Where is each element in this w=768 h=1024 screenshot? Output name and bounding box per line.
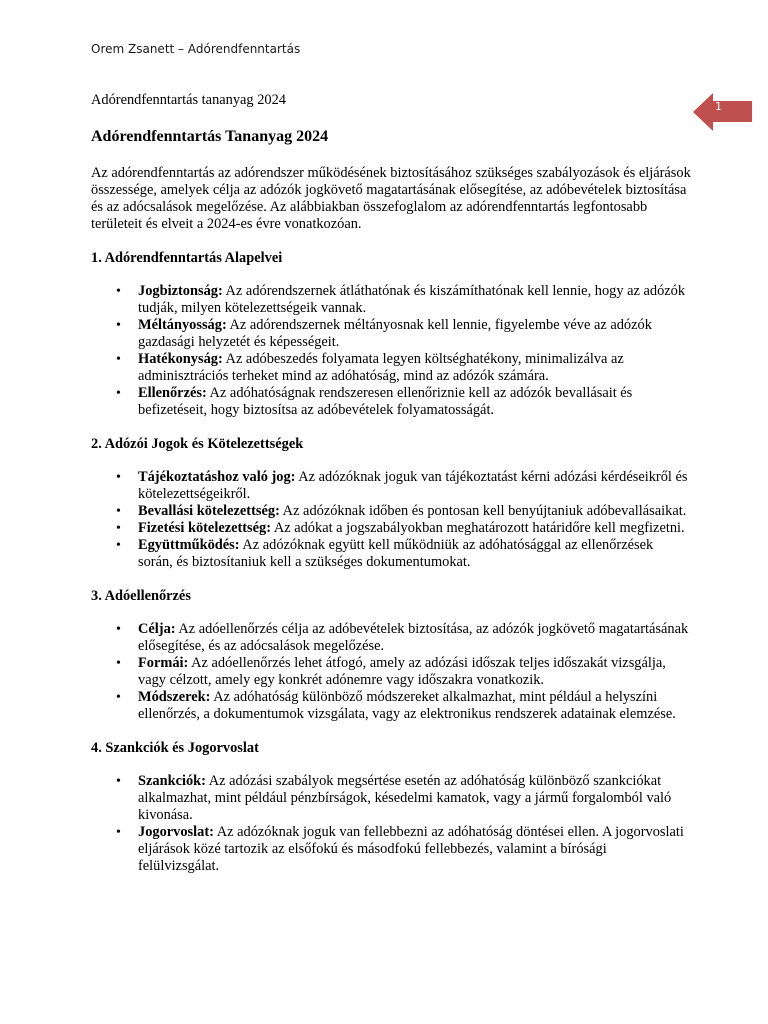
list-item: [138, 655, 691, 689]
page-header: Orem Zsanett – Adórendfenntartás: [91, 42, 301, 56]
item-term: Jogorvoslat:: [138, 824, 214, 840]
item-term: Jogbiztonság:: [138, 283, 223, 299]
item-term: Hatékonyság:: [138, 351, 223, 367]
list-item: [138, 317, 691, 351]
bullet-list: [91, 621, 691, 723]
item-text: Az adózóknak együtt kell működniük az adóhatósággal az ellenőrzések során, és biztosítaniuk kell a szükséges dokumentumokat.: [138, 537, 654, 570]
document-body: [91, 92, 691, 875]
item-text: Az adózási szabályok megsértése esetén az adóhatóság különböző szankciókat alkalmazhat, mint például pénzbírságok, késedelmi kamatok, vagy a jármű forgalomból való kivonása.: [138, 773, 672, 823]
list-item: [138, 469, 691, 503]
section-title: 4. Szankciók és Jogorvoslat: [91, 740, 259, 756]
item-text: Az adóellenőrzés lehet átfogó, amely az adózási időszak teljes időszakát vizsgálja, vagy célzott, amely egy konkrét adónemre vagy időszakra vonatkozik.: [138, 655, 666, 688]
item-text: Az adóellenőrzés célja az adóbevételek biztosítása, az adózók jogkövető magatartásának elősegítése, és az adócsalások megelőzése.: [138, 621, 689, 654]
list-item: [138, 520, 691, 537]
item-text: Az adózóknak joguk van tájékoztatást kérni adózási kérdéseikről és kötelezettségeikről.: [138, 469, 688, 502]
list-item: [138, 621, 691, 655]
bullet-list: [91, 773, 691, 875]
item-text: Az adóhatóságnak rendszeresen ellenőriznie kell az adózók bevallásait és befizetéseit, hogy biztosítsa az adóbevételek folyamatosságát.: [138, 385, 633, 418]
item-term: Formái:: [138, 655, 189, 671]
item-text: Az adóbeszedés folyamata legyen költséghatékony, minimalizálva az adminisztrációs terheket mind az adóhatóság, mind az adózók számára.: [138, 351, 624, 384]
list-item: [138, 689, 691, 723]
bullet-list: [91, 469, 691, 571]
list-item: [138, 385, 691, 419]
item-term: Bevallási kötelezettség:: [138, 503, 280, 519]
item-text: Az adóhatóság különböző módszereket alkalmazhat, mint például a helyszíni ellenőrzés, a dokumentumok vizsgálata, vagy az elektronikus rendszerek adatainak elemzése.: [138, 689, 676, 722]
item-text: Az adórendszernek méltányosnak kell lennie, figyelembe véve az adózók gazdasági helyzetét és képességeit.: [138, 317, 652, 350]
section-title: 2. Adózói Jogok és Kötelezettségek: [91, 436, 304, 452]
item-term: Módszerek:: [138, 689, 211, 705]
item-term: Célja:: [138, 621, 176, 637]
list-item: [138, 503, 691, 520]
document-subtitle: Adórendfenntartás tananyag 2024: [91, 92, 287, 108]
item-text: Az adózóknak joguk van fellebbezni az adóhatóság döntései ellen. A jogorvoslati eljárások közé tartozik az elsőfokú és másodfokú fellebbezés, valamint a bírósági felülvizsgálat.: [138, 824, 684, 874]
item-term: Együttműködés:: [138, 537, 240, 553]
page-number: 1: [715, 100, 722, 113]
list-item: [138, 537, 691, 571]
item-text: Az adókat a jogszabályokban meghatározott határidőre kell megfizetni.: [271, 520, 685, 536]
list-item: [138, 351, 691, 385]
item-text: Az adórendszernek átláthatónak és kiszámíthatónak kell lennie, hogy az adózók tudják, milyen kötelezettségeik vannak.: [138, 283, 686, 316]
item-term: Fizetési kötelezettség:: [138, 520, 272, 536]
item-text: Az adózóknak időben és pontosan kell benyújtaniuk adóbevallásaikat.: [279, 503, 687, 519]
section-title: 1. Adórendfenntartás Alapelvei: [91, 250, 283, 266]
intro-paragraph: Az adórendfenntartás az adórendszer működésének biztosításához szükséges szabályozások és eljárások összessége, amelyek célja az adózók jogkövető magatartásának elősegítése, az adóbevételek biztosítása és az adócsalások megelőzése. Az alábbiakban összefoglalom az adórendfenntartás legfontosabb területeit és elveit a 2024-es évre vonatkozóan.: [91, 165, 691, 232]
document-title: Adórendfenntartás Tananyag 2024: [91, 128, 329, 145]
list-item: [138, 824, 691, 875]
item-term: Méltányosság:: [138, 317, 227, 333]
section-title: 3. Adóellenőrzés: [91, 588, 191, 604]
item-term: Szankciók:: [138, 773, 206, 789]
item-term: Ellenőrzés:: [138, 385, 207, 401]
item-term: Tájékoztatáshoz való jog:: [138, 469, 296, 485]
list-item: [138, 773, 691, 824]
bullet-list: [91, 283, 691, 419]
list-item: [138, 283, 691, 317]
